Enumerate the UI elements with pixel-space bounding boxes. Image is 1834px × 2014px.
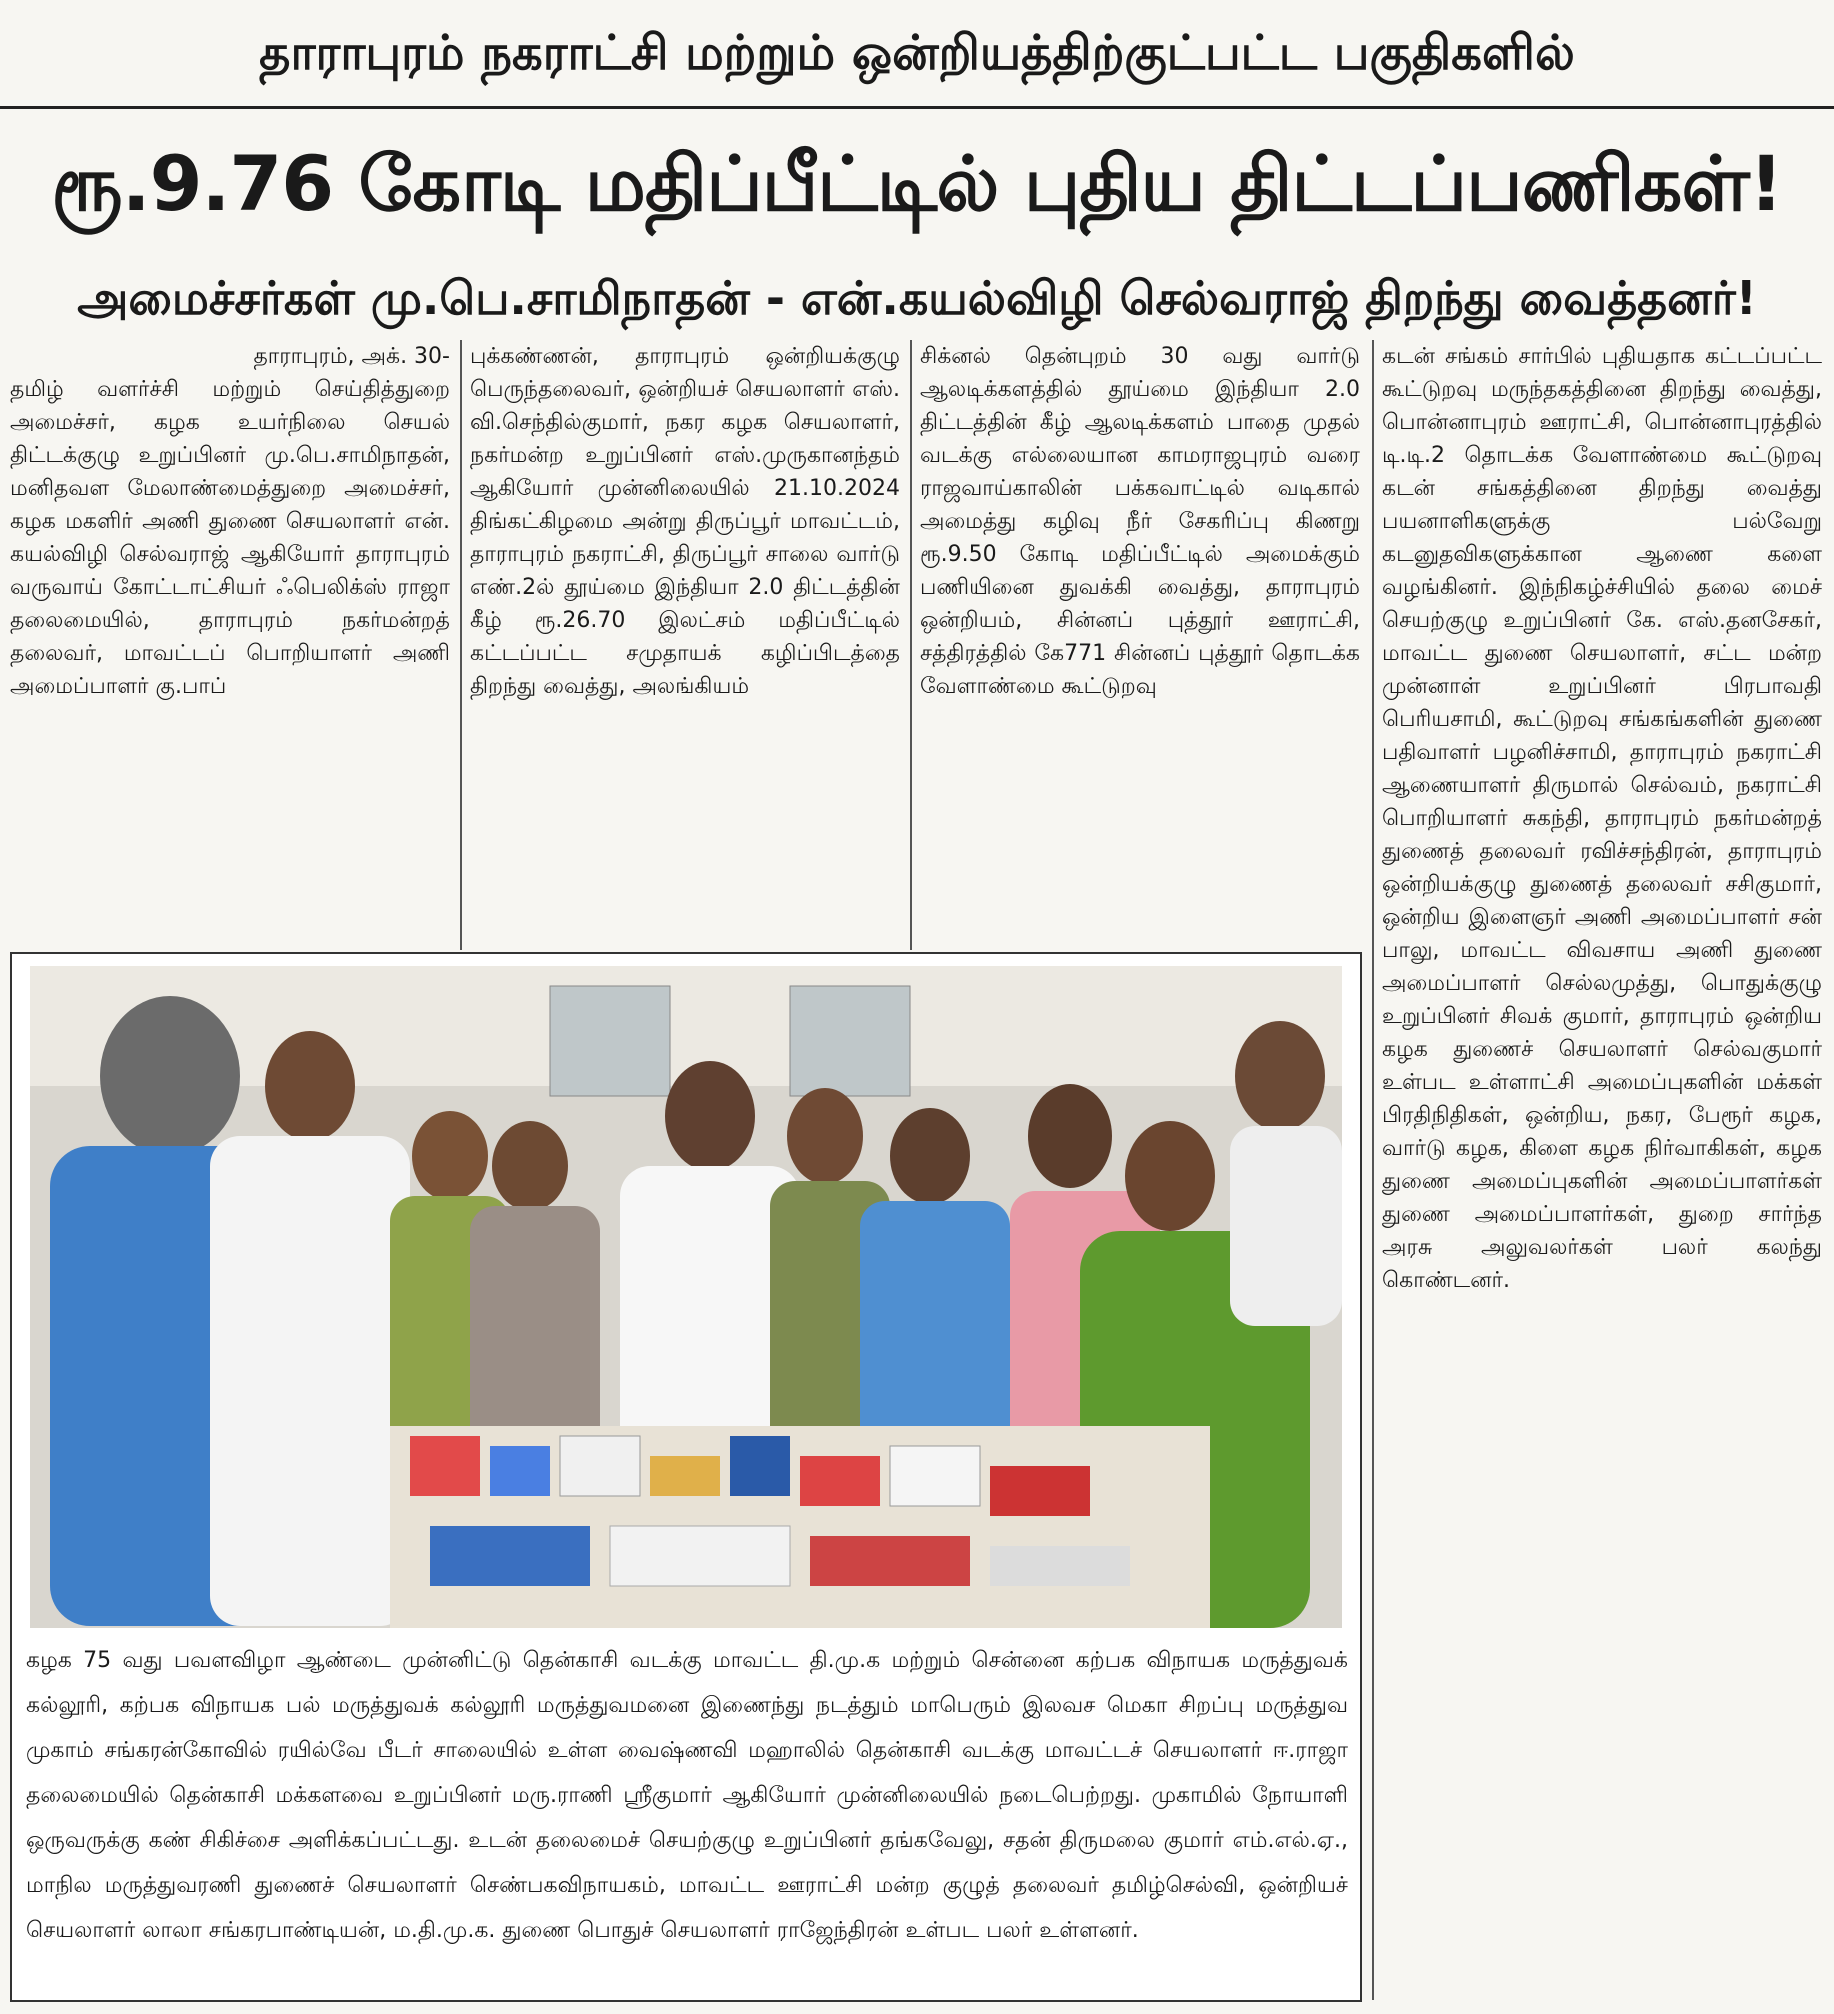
sub-headline: அமைச்சர்கள் மு.பெ.சாமிநாதன் - என்.கயல்விழி செல்வராஜ் திறந்து வைத்தனர்! (77, 271, 1757, 325)
article-column-2 (470, 340, 900, 950)
event-photo (30, 966, 1342, 1628)
main-headline: ரூ.9.76 கோடி மதிப்பீட்டில் புதிய திட்டப்பணிகள்! (51, 139, 1783, 228)
photo-caption: கழக 75 வது பவளவிழா ஆண்டை முன்னிட்டு தென்காசி வடக்கு மாவட்ட தி.மு.க மற்றும் சென்னை கற்பக விநாயக மருத்துவக் கல்லூரி, கற்பக விநாயக பல் மருத்துவக் கல்லூரி மருத்துவமனை இணைந்து நடத்தும் மாபெரும் இலவச மெகா சிறப்பு மருத்துவ முகாம் சங்கரன்கோவில் ரயில்வே பீடர் சாலையில் உள்ள வைஷ்ணவி மஹாலில் தென்காசி வடக்கு மாவட்டச் செயலாளர் ஈ.ராஜா தலைமையில் தென்காசி மக்களவை உறுப்பினர் மரு.ராணி ஸ்ரீகுமார் ஆகியோர் முன்னிலையில் நடைபெற்றது. முகாமில் நோயாளி ஒருவருக்கு கண் சிகிச்சை அளிக்கப்பட்டது. உடன் தலைமைச் செயற்குழு உறுப்பினர் தங்கவேலு, சதன் திருமலை குமார் எம்.எல்.ஏ., மாநில மருத்துவரணி துணைச் செயலாளர் செண்பகவிநாயகம், மாவட்ட ஊராட்சி மன்ற குழுத் தலைவர் தமிழ்செல்வி, ஒன்றியச் செயலாளர் லாலா சங்கரபாண்டியன், ம.தி.மு.க. துணை பொதுச் செயலாளர் ராஜேந்திரன் உள்பட பலர் உள்ளனர். (26, 1648, 1349, 1943)
article-column-3 (920, 340, 1360, 950)
column-divider (1372, 340, 1374, 2000)
column-divider (910, 340, 912, 950)
column-divider (460, 340, 462, 950)
column-3-text: சிக்னல் தென்புறம் 30 வது வார்டு ஆலடிக்களத்தில் தூய்மை இந்தியா 2.0 திட்டத்தின் கீழ் ஆலடிக்களம் பாதை முதல் வடக்கு எல்லையான காமராஜபுரம் வரை ராஜவாய்காலின் பக்கவாட்டில் வடிகால் அமைத்து கழிவு நீர் சேகரிப்பு கிணறு ரூ.9.50 கோடி மதிப்பீட்டில் அமைக்கும் பணியினை துவக்கி வைத்து, தாராபுரம் ஒன்றியம், சின்னப் புத்தூர் ஊராட்சி, சத்திரத்தில் கே771 சின்னப் புத்தூர் தொடக்க வேளாண்மை கூட்டுறவு (920, 344, 1360, 699)
column-2-text: புக்கண்ணன், தாராபுரம் ஒன்றியக்குழு பெருந்தலைவர், ஒன்றியச் செயலாளர் எஸ். வி.செந்தில்குமார், நகர கழக செயலாளர், நகர்மன்ற உறுப்பினர் எஸ்.முருகானந்தம் ஆகியோர் முன்னிலையில் 21.10.2024 திங்கட்கிழமை அன்று திருப்பூர் மாவட்டம், தாராபுரம் நகராட்சி, திருப்பூர் சாலை வார்டு எண்.2ல் தூய்மை இந்தியா 2.0 திட்டத்தின் கீழ் ரூ.26.70 இலட்சம் மதிப்பீட்டில் கட்டப்பட்ட சமுதாயக் கழிப்பிடத்தை திறந்து வைத்து, அலங்கியம் (470, 344, 900, 699)
photo-box (10, 952, 1362, 2002)
top-rule (0, 106, 1834, 109)
dateline: தாராபுரம், அக். 30- (253, 344, 450, 369)
article-column-4 (1382, 340, 1822, 2000)
column-1-text: தமிழ் வளர்ச்சி மற்றும் செய்தித்துறை அமைச்சர், கழக உயர்நிலை செயல் திட்டக்குழு உறுப்பினர் மு.பெ.சாமிநாதன், மனிதவள மேலாண்மைத்துறை அமைச்சர், கழக மகளிர் அணி துணை செயலாளர் என். கயல்விழி செல்வராஜ் ஆகியோர் தாராபுரம் வருவாய் கோட்டாட்சியர் ஃபெலிக்ஸ் ராஜா தலைமையில், தாராபுரம் நகர்மன்றத் தலைவர், மாவட்டப் பொறியாளர் அணி அமைப்பாளர் கு.பாப் (10, 377, 450, 699)
kicker-headline: தாராபுரம் நகராட்சி மற்றும் ஒன்றியத்திற்குட்பட்ட பகுதிகளில் (259, 25, 1575, 81)
article-column-1 (10, 340, 450, 950)
column-4-text: கடன் சங்கம் சார்பில் புதியதாக கட்டப்பட்ட கூட்டுறவு மருந்தகத்தினை திறந்து வைத்து, பொன்னாபுரம் ஊராட்சி, பொன்னாபுரத்தில் டி.டி.2 தொடக்க வேளாண்மை கூட்டுறவு கடன் சங்கத்தினை திறந்து வைத்து பயனாளிகளுக்கு பல்வேறு கடனுதவிகளுக்கான ஆணை களை வழங்கினர். இந்நிகழ்ச்சியில் தலை மைச் செயற்குழு உறுப்பினர் கே. எஸ்.தனசேகர், மாவட்ட துணை செயலாளர், சட்ட மன்ற முன்னாள் உறுப்பினர் பிரபாவதி பெரியசாமி, கூட்டுறவு சங்கங்களின் துணை பதிவாளர் பழனிச்சாமி, தாராபுரம் நகராட்சி ஆணையாளர் திருமால் செல்வம், நகராட்சி பொறியாளர் சுகந்தி, தாராபுரம் நகர்மன்றத் துணைத் தலைவர் ரவிச்சந்திரன், தாராபுரம் ஒன்றியக்குழு துணைத் தலைவர் சசிகுமார், ஒன்றிய இளைஞர் அணி அமைப்பாளர் சன் பாலு, மாவட்ட விவசாய அணி துணை அமைப்பாளர் செல்லமுத்து, பொதுக்குழு உறுப்பினர் சிவக் குமார், தாராபுரம் ஒன்றிய கழக துணைச் செயலாளர் செல்வகுமார் உள்பட உள்ளாட்சி அமைப்புகளின் மக்கள் பிரதிநிதிகள், ஒன்றிய, நகர, பேரூர் கழக, வார்டு கழக, கிளை கழக நிர்வாகிகள், கழக துணை அமைப்புகளின் அமைப்பாளர்கள் துணை அமைப்பாளர்கள், துறை சார்ந்த அரசு அலுவலர்கள் பலர் கலந்து கொண்டனர். (1382, 344, 1822, 1293)
